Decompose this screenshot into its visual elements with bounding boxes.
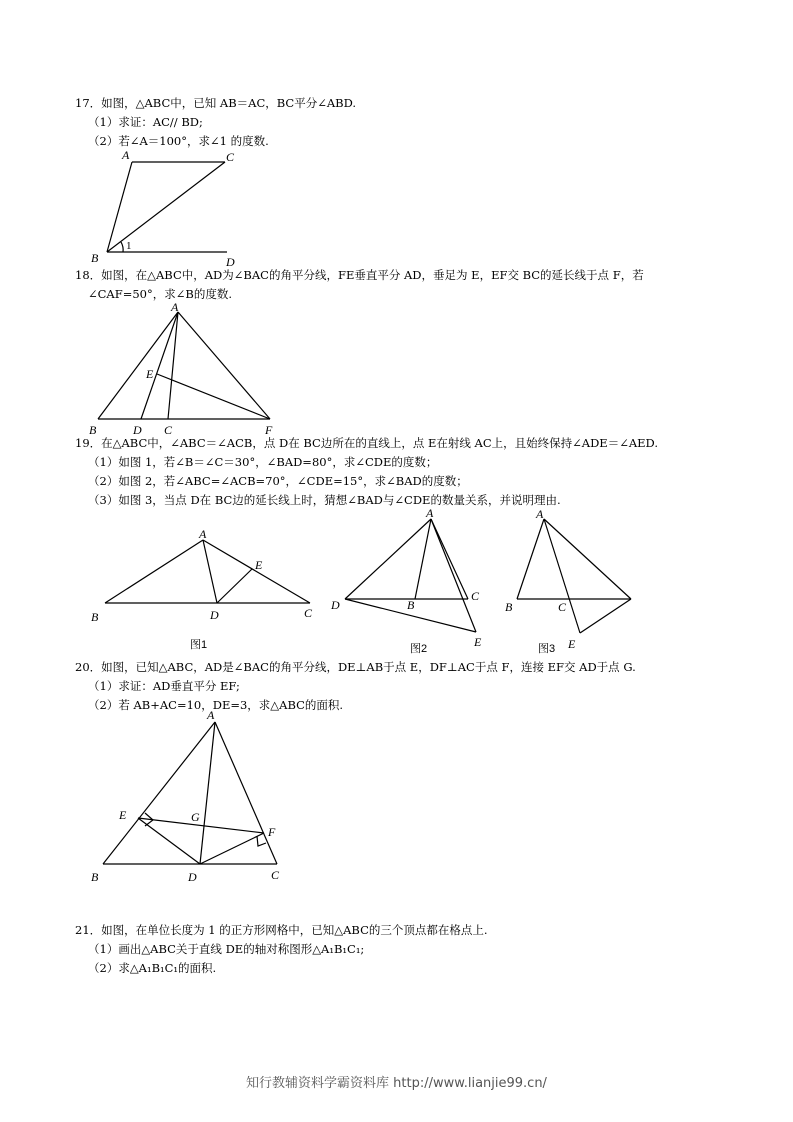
q19-f1-label-a: A — [199, 527, 207, 541]
q19-part3: （3）如图 3，当点 D在 BC边的延长线上时，猜想∠BAD与∠CDE的数量关系，并说明理由. — [88, 493, 561, 507]
q18-label-a: A — [171, 300, 179, 314]
q21-line1: 21．如图，在单位长度为 1 的正方形网格中，已知△ABC的三个顶点都在格点上. — [75, 923, 488, 937]
q17-angle-1: 1 — [126, 240, 132, 252]
q18-label-f: F — [265, 423, 273, 437]
q17-part1: （1）求证：AC// BD; — [88, 115, 203, 129]
q19-f3-label-a: A — [536, 507, 544, 521]
q19-f2-label-d: D — [331, 598, 340, 612]
q19-f1-label-c: C — [304, 606, 313, 620]
q18-label-e: E — [146, 367, 154, 381]
q18-line2: ∠CAF=50°，求∠B的度数. — [88, 287, 232, 301]
q19-figure-2-caption: 图2 — [410, 643, 428, 655]
q17-figure — [85, 145, 245, 270]
q20-label-g: G — [191, 810, 200, 824]
q20-label-a: A — [207, 708, 215, 722]
q20-label-e: E — [119, 808, 127, 822]
q17-label-a: A — [122, 148, 130, 162]
q17-label-c: C — [226, 150, 235, 164]
q19-part1: （1）如图 1，若∠B＝∠C＝30°，∠BAD=80°，求∠CDE的度数； — [88, 455, 438, 469]
q19-f2-label-c: C — [471, 589, 480, 603]
q19-figure-1 — [85, 525, 325, 625]
q18-line1: 18．如图，在△ABC中，AD为∠BAC的角平分线，FE垂直平分 AD，垂足为 E，EF交 BC的延长线于点 F，若 — [75, 268, 644, 282]
q20-figure — [85, 705, 305, 885]
q18-label-c: C — [164, 423, 173, 437]
q19-part2: （2）如图 2，若∠ABC=∠ACB=70°，∠CDE=15°，求∠BAD的度数； — [88, 474, 468, 488]
q17-label-b: B — [91, 251, 99, 265]
q18-figure — [85, 300, 285, 440]
q18-label-d: D — [133, 423, 142, 437]
q20-label-c: C — [271, 868, 280, 882]
footer-watermark: 知行教辅资料学霸资料库 http://www.lianjie99.cn/ — [246, 1076, 547, 1091]
q20-part2: （2）若 AB+AC=10，DE=3，求△ABC的面积. — [88, 698, 344, 712]
q20-part1: （1）求证：AD垂直平分 EF; — [88, 679, 240, 693]
q20-label-b: B — [91, 870, 99, 884]
q19-f2-label-a: A — [426, 506, 434, 520]
q19-figure-1-caption: 图1 — [190, 639, 208, 651]
q17-part2: （2）若∠A＝100°，求∠1 的度数. — [88, 134, 269, 148]
q19-f1-label-e: E — [255, 558, 263, 572]
q19-line1: 19．在△ABC中，∠ABC＝∠ACB，点 D在 BC边所在的直线上，点 E在射线 AC上，且始终保持∠ADE＝∠AED. — [75, 436, 658, 450]
q19-f1-label-d: D — [210, 608, 219, 622]
q19-f2-label-e: E — [474, 635, 482, 649]
q19-f3-label-e: E — [568, 637, 576, 651]
q20-line1: 20．如图，已知△ABC，AD是∠BAC的角平分线，DE⊥AB于点 E，DF⊥AC于点 F，连接 EF交 AD于点 G. — [75, 660, 636, 674]
q20-label-f: F — [268, 825, 276, 839]
q19-figure-3-caption: 图3 — [538, 643, 556, 655]
q21-part2: （2）求△A₁B₁C₁的面积. — [88, 961, 217, 975]
q19-f3-label-c: C — [558, 600, 567, 614]
q18-label-b: B — [89, 423, 97, 437]
q21-part1: （1）画出△ABC关于直线 DE的轴对称图形△A₁B₁C₁; — [88, 942, 365, 956]
q19-f2-label-b: B — [407, 598, 415, 612]
q19-f3-label-b: B — [505, 600, 513, 614]
q17-label-d: D — [226, 255, 235, 269]
q19-f1-label-b: B — [91, 610, 99, 624]
q20-label-d: D — [188, 870, 197, 884]
q17-stem: 17．如图，△ABC中，已知 AB＝AC，BC平分∠ABD. — [75, 96, 357, 110]
